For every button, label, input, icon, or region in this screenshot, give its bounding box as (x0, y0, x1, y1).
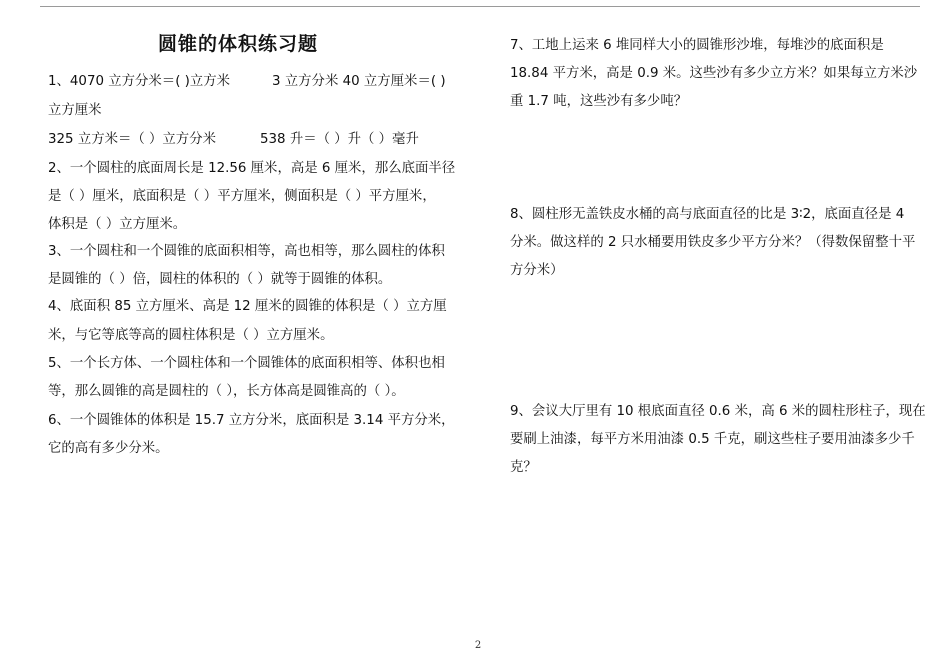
question-text-line: 1、4070 立方分米＝( )立方米 (48, 74, 231, 89)
question-text-line: 325 立方米＝（ ）立方分米 (48, 132, 216, 147)
question-text-line: 3 立方分米 40 立方厘米＝( ) (272, 74, 446, 89)
question-text-line: 4、底面积 85 立方厘米、高是 12 厘米的圆锥的体积是（ ）立方厘 (48, 299, 447, 314)
question-text-line: 等，那么圆锥的高是圆柱的（ ），长方体高是圆锥高的（ ）。 (48, 384, 405, 399)
question-text-line: 方分米） (510, 263, 564, 278)
question-text-line: 立方厘米 (48, 103, 102, 118)
question-text-line: 7、工地上运来 6 堆同样大小的圆锥形沙堆，每堆沙的底面积是 (510, 38, 884, 53)
page-number: 2 (474, 640, 482, 651)
question-text-line: 8、圆柱形无盖铁皮水桶的高与底面直径的比是 3∶2，底面直径是 4 (510, 207, 905, 222)
page-top-border (40, 6, 920, 7)
question-text-line: 3、一个圆柱和一个圆锥的底面积相等，高也相等，那么圆柱的体积 (48, 244, 445, 259)
question-text-line: 5、一个长方体、一个圆柱体和一个圆锥体的底面积相等、体积也相 (48, 356, 445, 371)
question-text-line: 它的高有多少分米。 (48, 441, 169, 456)
question-text-line: 分米。做这样的 2 只水桶要用铁皮多少平方分米？（得数保留整十平 (510, 235, 916, 250)
question-text-line: 是（ ）厘米，底面积是（ ）平方厘米，侧面积是（ ）平方厘米， (48, 189, 436, 204)
question-text-line: 6、一个圆锥体的体积是 15.7 立方分米，底面积是 3.14 平方分米， (48, 413, 455, 428)
page-title: 圆锥的体积练习题 (158, 33, 319, 55)
question-text-line: 重 1.7 吨，这些沙有多少吨？ (510, 94, 688, 109)
question-text-line: 米，与它等底等高的圆柱体积是（ ）立方厘米。 (48, 328, 334, 343)
question-text-line: 体积是（ ）立方厘米。 (48, 217, 187, 232)
question-text-line: 是圆锥的（ ）倍，圆柱的体积的（ ）就等于圆锥的体积。 (48, 272, 392, 287)
question-text-line: 9、会议大厅里有 10 根底面直径 0.6 米，高 6 米的圆柱形柱子，现在 (510, 404, 926, 419)
question-text-line: 克？ (510, 460, 537, 475)
question-text-line: 要刷上油漆，每平方米用油漆 0.5 千克，刷这些柱子要用油漆多少千 (510, 432, 915, 447)
question-text-line: 2、一个圆柱的底面周长是 12.56 厘米，高是 6 厘米，那么底面半径 (48, 161, 456, 176)
question-text-line: 18.84 平方米，高是 0.9 米。这些沙有多少立方米？如果每立方米沙 (510, 66, 918, 81)
question-text-line: 538 升＝（ ）升（ ）毫升 (260, 132, 419, 147)
